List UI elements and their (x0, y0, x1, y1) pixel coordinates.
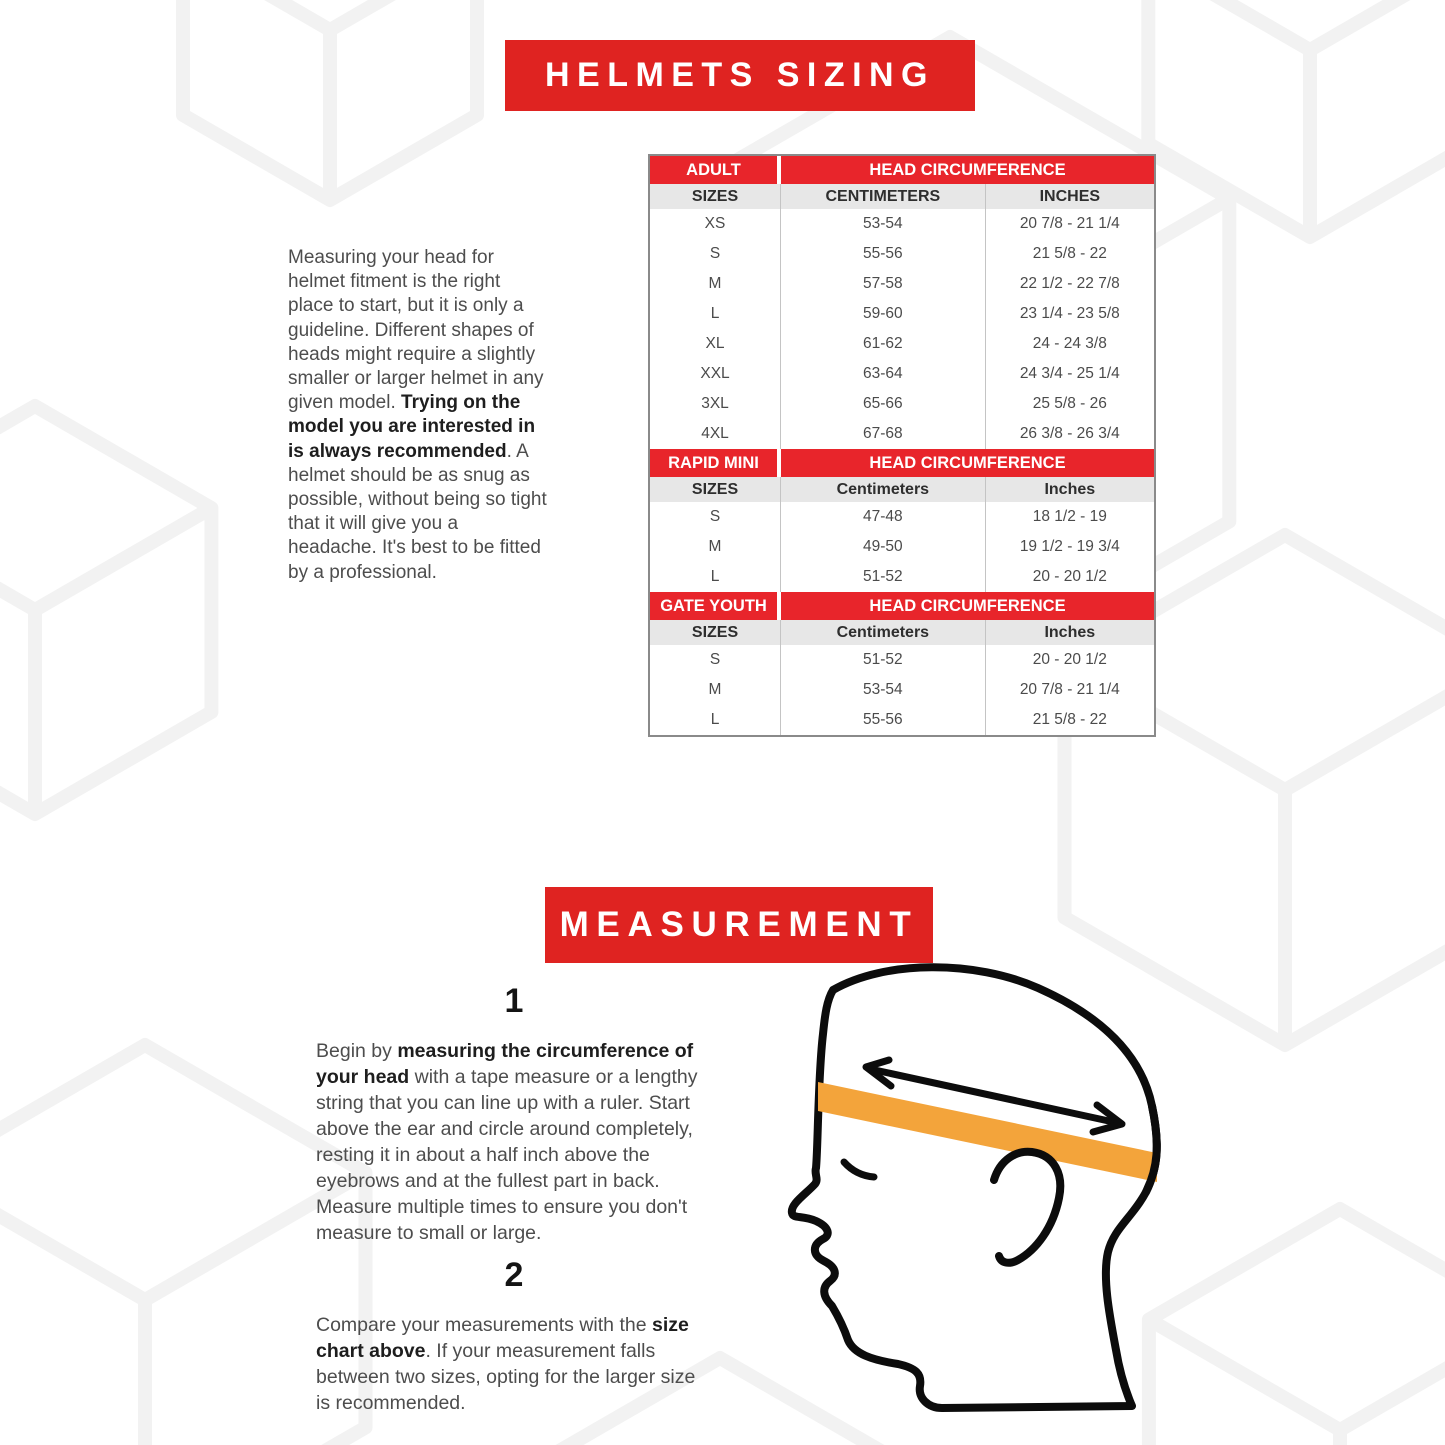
size-cell: 3XL (650, 389, 781, 419)
step-2-text-before: Compare your measurements with the (316, 1314, 652, 1336)
size-cell: 4XL (650, 419, 781, 449)
cm-cell: 63-64 (781, 359, 986, 389)
size-cell: XL (650, 329, 781, 359)
cm-cell: 53-54 (781, 209, 986, 239)
column-header-inches: Inches (1044, 623, 1096, 641)
column-header-sizes: SIZES (650, 620, 781, 645)
inches-cell: 23 1/4 - 23 5/8 (1019, 305, 1120, 322)
gate-youth-column-headers (650, 620, 1154, 645)
gate-youth-span-header: HEAD CIRCUMFERENCE (781, 592, 1154, 620)
column-header-centimeters: Centimeters (781, 477, 986, 502)
cm-cell: 53-54 (781, 675, 986, 705)
helmets-sizing-banner (505, 40, 975, 111)
inches-cell: 19 1/2 - 19 3/4 (1019, 538, 1120, 555)
step-1-text-after: with a tape measure or a lengthy string that you can line up with a ruler. Start above the ear and circle around completely, resting it in about a half inch above the eyebrows and at the fullest part in back. Measure multiple times to ensure you don't measure to small or large. (316, 1066, 698, 1244)
inches-cell: 25 5/8 - 26 (1032, 395, 1107, 412)
table-row (650, 562, 1154, 592)
cm-cell: 57-58 (781, 269, 986, 299)
inches-cell: 24 3/4 - 25 1/4 (1019, 365, 1120, 382)
adult-section-band (650, 156, 1154, 184)
rapid-mini-section-band (650, 449, 1154, 477)
cm-cell: 51-52 (781, 562, 986, 592)
step-2-text-after: . If your measurement falls between two sizes, opting for the larger size is recommended. (316, 1340, 696, 1414)
table-row (650, 389, 1154, 419)
gate-youth-group-label: GATE YOUTH (650, 592, 781, 620)
table-row (650, 502, 1154, 532)
intro-text-before: Measuring your head for helmet fitment is the right place to start, but it is only a guideline. Different shapes of heads might require a slightly smaller or larger helmet in any given model. (288, 247, 544, 414)
table-row (650, 269, 1154, 299)
intro-text-bold: Trying on the model you are interested in is always recommended (288, 392, 536, 462)
inches-cell: 24 - 24 3/8 (1032, 335, 1107, 352)
cm-cell: 67-68 (781, 419, 986, 449)
size-cell: S (650, 239, 781, 269)
cm-cell: 61-62 (781, 329, 986, 359)
step-2-number: 2 (504, 1256, 524, 1294)
step-1-text-before: Begin by (316, 1040, 398, 1062)
table-row (650, 675, 1154, 705)
inches-cell: 22 1/2 - 22 7/8 (1019, 275, 1120, 292)
rapid-mini-group-label: RAPID MINI (650, 449, 781, 477)
adult-span-header: HEAD CIRCUMFERENCE (781, 156, 1154, 184)
intro-paragraph (288, 246, 550, 585)
cm-cell: 55-56 (781, 239, 986, 269)
size-cell: M (650, 269, 781, 299)
cm-cell: 65-66 (781, 389, 986, 419)
column-header-centimeters: CENTIMETERS (781, 184, 986, 209)
inches-cell: 21 5/8 - 22 (1032, 245, 1107, 262)
table-row (650, 645, 1154, 675)
step-2-paragraph (316, 1312, 714, 1416)
helmet-sizing-table (648, 154, 1156, 737)
size-cell: XS (650, 209, 781, 239)
size-cell: M (650, 532, 781, 562)
size-cell: L (650, 705, 781, 735)
size-cell: L (650, 299, 781, 329)
cm-cell: 47-48 (781, 502, 986, 532)
cm-cell: 49-50 (781, 532, 986, 562)
step-2-text-bold: size chart above (316, 1314, 689, 1362)
rapid-mini-column-headers (650, 477, 1154, 502)
table-row (650, 532, 1154, 562)
cm-cell: 55-56 (781, 705, 986, 735)
inches-cell: 20 7/8 - 21 1/4 (1019, 215, 1120, 232)
size-cell: XXL (650, 359, 781, 389)
table-row (650, 705, 1154, 735)
column-header-inches: Inches (1044, 480, 1096, 498)
size-cell: S (650, 645, 781, 675)
step-1-number: 1 (504, 982, 524, 1020)
size-cell: L (650, 562, 781, 592)
size-cell: M (650, 675, 781, 705)
size-cell: S (650, 502, 781, 532)
column-header-centimeters: Centimeters (781, 620, 986, 645)
intro-text-after: . A helmet should be as snug as possible, without being so tight that it will give you a headache. It's best to be fitted by a professional. (288, 440, 547, 583)
step-1-text-bold: measuring the circumference of your head (316, 1040, 694, 1088)
column-header-sizes: SIZES (650, 184, 781, 209)
cm-cell: 59-60 (781, 299, 986, 329)
table-row (650, 299, 1154, 329)
column-header-inches: INCHES (1039, 187, 1101, 205)
table-row (650, 239, 1154, 269)
cm-cell: 51-52 (781, 645, 986, 675)
column-header-sizes: SIZES (650, 477, 781, 502)
helmets-sizing-banner-label: HELMETS SIZING (545, 56, 935, 94)
gate-youth-section-band (650, 592, 1154, 620)
measurement-banner-label: MEASUREMENT (559, 905, 919, 944)
step-1-paragraph (316, 1038, 714, 1246)
inches-cell: 20 - 20 1/2 (1032, 568, 1107, 585)
adult-column-headers (650, 184, 1154, 209)
inches-cell: 20 7/8 - 21 1/4 (1019, 681, 1120, 698)
inches-cell: 18 1/2 - 19 (1032, 508, 1107, 525)
adult-group-label: ADULT (650, 156, 781, 184)
inches-cell: 26 3/8 - 26 3/4 (1019, 425, 1120, 442)
table-row (650, 329, 1154, 359)
measurement-banner (545, 887, 933, 963)
inches-cell: 20 - 20 1/2 (1032, 651, 1107, 668)
table-row (650, 359, 1154, 389)
rapid-mini-span-header: HEAD CIRCUMFERENCE (781, 449, 1154, 477)
head-profile-illustration (770, 956, 1170, 1434)
table-row (650, 419, 1154, 449)
head-outline (792, 967, 1157, 1408)
table-row (650, 209, 1154, 239)
inches-cell: 21 5/8 - 22 (1032, 711, 1107, 728)
